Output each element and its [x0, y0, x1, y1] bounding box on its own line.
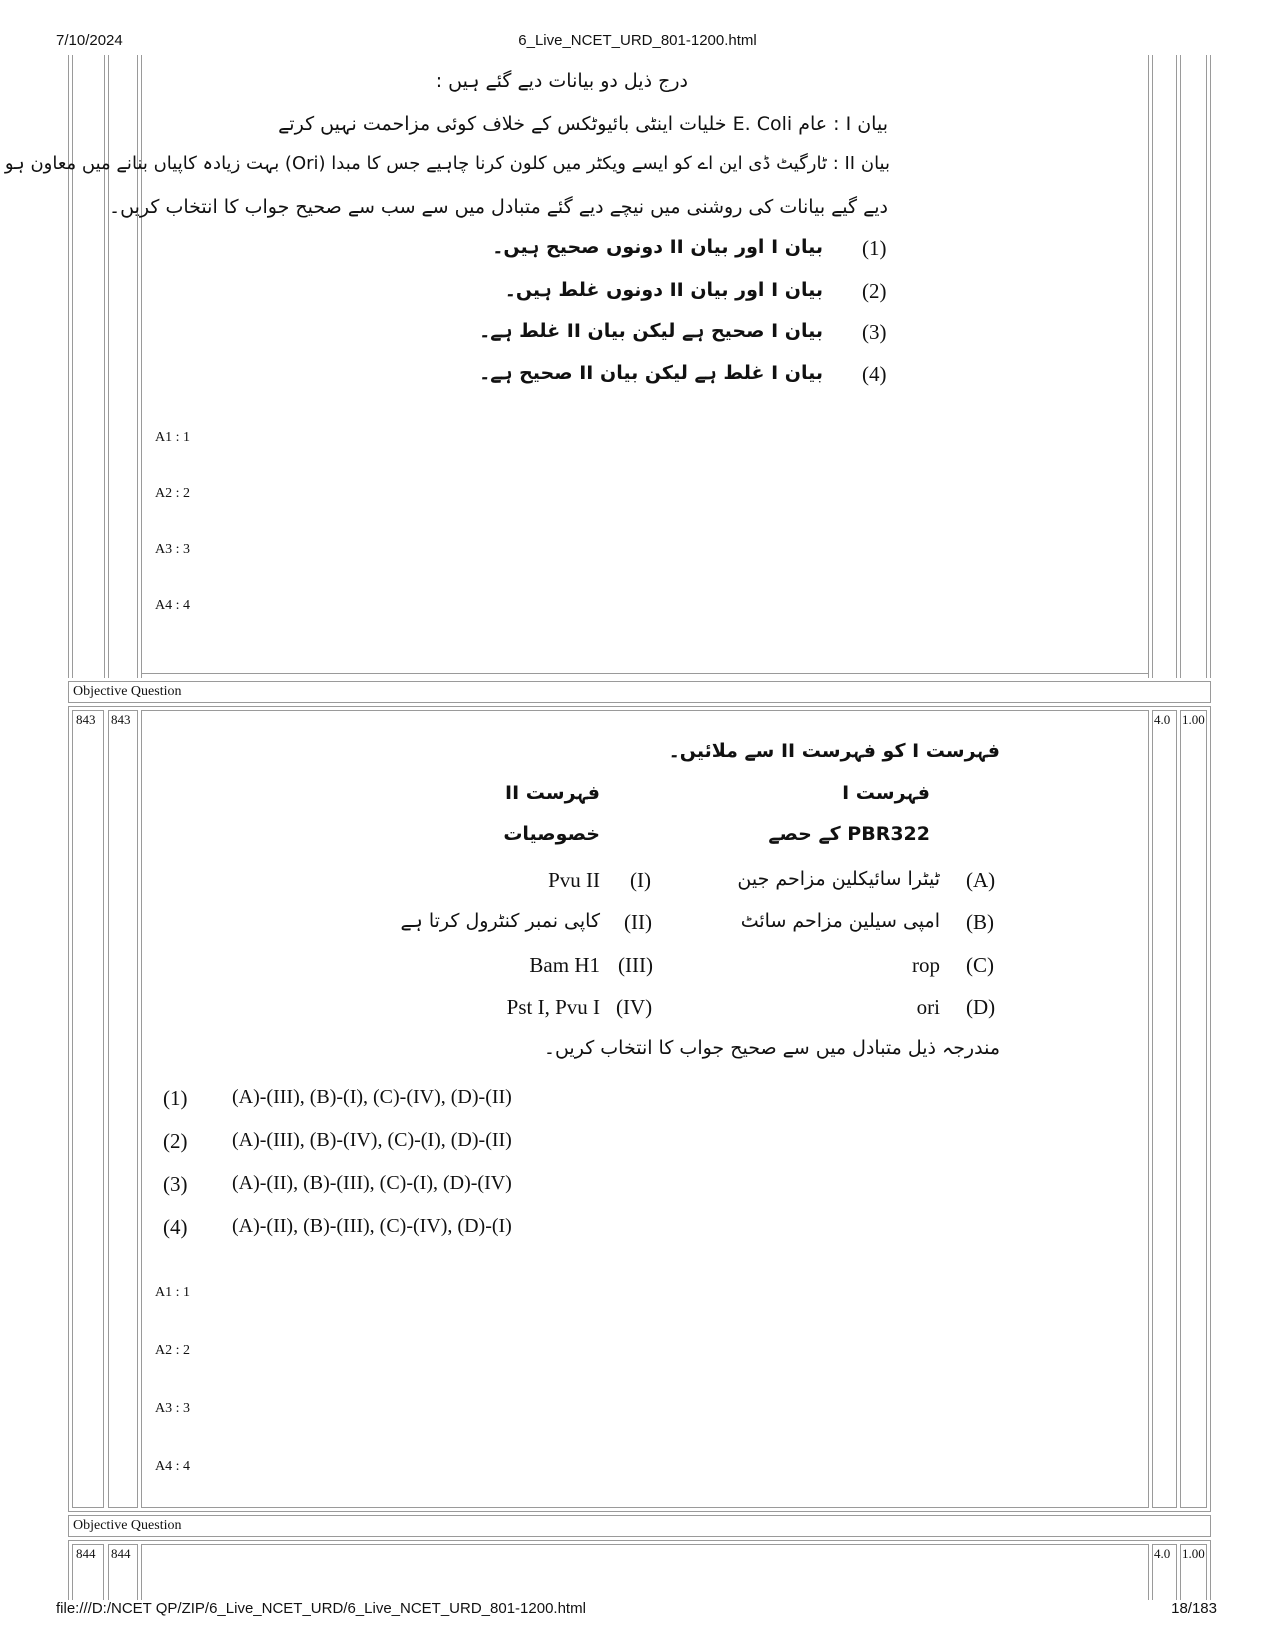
id-cell — [108, 710, 138, 1508]
marks: 4.0 — [1154, 712, 1171, 727]
list1-subtitle: PBR322 کے حصے — [768, 823, 930, 845]
serial-cell — [72, 710, 104, 1508]
table-border — [1148, 55, 1149, 678]
option-text: (A)-(II), (B)-(III), (C)-(I), (D)-(IV) — [232, 1172, 512, 1194]
option-number: (3) — [163, 1172, 188, 1196]
option-text: (A)-(III), (B)-(IV), (C)-(I), (D)-(II) — [232, 1129, 512, 1151]
answer-key: A3 : 3 — [155, 542, 190, 557]
question-instruction: دیے گیے بیانات کی روشنی میں نیچے دیے گئے متبادل میں سے سب سے صحیح جواب کا انتخاب کریں۔ — [109, 196, 888, 218]
list2-item: Pst I, Pvu I — [506, 995, 600, 1019]
table-border — [1176, 55, 1177, 678]
list1-title: فہرست I — [842, 782, 930, 804]
option-number: (4) — [862, 362, 887, 386]
negative-marks-cell — [1180, 710, 1207, 1508]
option-text: بیان I اور بیان II دونوں غلط ہیں۔ — [504, 279, 823, 301]
list2-label: (II) — [624, 910, 652, 934]
table-border — [137, 55, 138, 678]
table-border — [104, 55, 105, 678]
table-border — [1206, 55, 1207, 678]
question-type-label: Objective Question — [73, 1518, 182, 1533]
marks: 4.0 — [1154, 1546, 1171, 1561]
negative-marks: 1.00 — [1182, 1546, 1205, 1561]
question-id: 844 — [111, 1546, 131, 1561]
question-type-row — [68, 681, 1211, 703]
list2-item: کاپی نمبر کنٹرول کرتا ہے — [400, 910, 600, 932]
question-intro: درج ذیل دو بیانات دیے گئے ہیں : — [435, 70, 688, 92]
answer-key: A4 : 4 — [155, 1459, 190, 1474]
table-border — [108, 55, 109, 678]
list2-title: فہرست II — [505, 782, 600, 804]
table-border — [72, 55, 73, 678]
list1-item: ori — [916, 995, 940, 1019]
option-number: (1) — [862, 236, 887, 260]
table-border — [1152, 55, 1153, 678]
option-number: (2) — [862, 279, 887, 303]
list1-label: (A) — [966, 868, 996, 892]
marks-cell — [1152, 710, 1177, 1508]
print-date: 7/10/2024 — [56, 32, 123, 49]
print-header — [0, 32, 1275, 52]
list1-label: (D) — [966, 995, 996, 1019]
answer-key: A3 : 3 — [155, 1401, 190, 1416]
question-instruction: مندرجہ ذیل متبادل میں سے صحیح جواب کا انتخاب کریں۔ — [543, 1037, 1000, 1059]
list2-subtitle: خصوصیات — [503, 823, 600, 845]
list1-label: (B) — [966, 910, 994, 934]
list2-item: Bam H1 — [529, 953, 600, 977]
serial-number: 843 — [76, 712, 96, 727]
serial-number: 844 — [76, 1546, 96, 1561]
list2-label: (I) — [630, 868, 651, 892]
print-title: 6_Live_NCET_URD_801-1200.html — [518, 32, 757, 49]
list2-item: Pvu II — [548, 868, 600, 892]
option-text: بیان I اور بیان II دونوں صحیح ہیں۔ — [492, 236, 823, 258]
list1-item: ٹیٹرا سائیکلین مزاحم جین — [737, 868, 940, 890]
page-number: 18/183 — [1171, 1600, 1217, 1617]
question-id: 843 — [111, 712, 131, 727]
print-footer — [0, 1600, 1275, 1620]
list2-label: (IV) — [616, 995, 653, 1019]
question-type-row — [68, 1515, 1211, 1537]
list1-item: امپی سیلین مزاحم سائٹ — [740, 910, 940, 932]
answer-key: A2 : 2 — [155, 1343, 190, 1358]
answer-key: A1 : 1 — [155, 1285, 190, 1300]
option-number: (3) — [862, 320, 887, 344]
statement-1: بیان I : عام E. Coli خلیات اینٹی بائیوٹکس کے خلاف کوئی مزاحمت نہیں کرتے — [278, 113, 888, 135]
question-cell — [141, 1544, 1149, 1600]
option-text: بیان I صحیح ہے لیکن بیان II غلط ہے۔ — [479, 320, 823, 342]
table-border — [1180, 55, 1181, 678]
match-heading: فہرست I کو فہرست II سے ملائیں۔ — [668, 740, 1000, 762]
table-border — [1210, 55, 1211, 678]
negative-marks: 1.00 — [1182, 712, 1205, 727]
question-type-label: Objective Question — [73, 684, 182, 699]
list1-label: (C) — [966, 953, 994, 977]
option-text: (A)-(III), (B)-(I), (C)-(IV), (D)-(II) — [232, 1086, 512, 1108]
answer-key: A4 : 4 — [155, 598, 190, 613]
statement-2: بیان II : ٹارگیٹ ڈی این اے کو ایسے ویکٹر میں کلون کرنا چاہیے جس کا مبدا (Ori) بہت زیادہ کاپیاں بنانے میں معاون ہو — [4, 153, 890, 174]
answer-key: A2 : 2 — [155, 486, 190, 501]
file-path: file:///D:/NCET QP/ZIP/6_Live_NCET_URD/6_Live_NCET_URD_801-1200.html — [56, 1600, 586, 1617]
table-border — [68, 55, 69, 678]
option-number: (1) — [163, 1086, 188, 1110]
list1-item: rop — [912, 953, 940, 977]
table-border — [141, 673, 1149, 674]
answer-key: A1 : 1 — [155, 430, 190, 445]
list2-label: (III) — [618, 953, 653, 977]
table-border — [141, 55, 142, 678]
option-number: (4) — [163, 1215, 188, 1239]
question-cell — [141, 710, 1149, 1508]
option-text: بیان I غلط ہے لیکن بیان II صحیح ہے۔ — [479, 362, 823, 384]
option-text: (A)-(II), (B)-(III), (C)-(IV), (D)-(I) — [232, 1215, 512, 1237]
option-number: (2) — [163, 1129, 188, 1153]
